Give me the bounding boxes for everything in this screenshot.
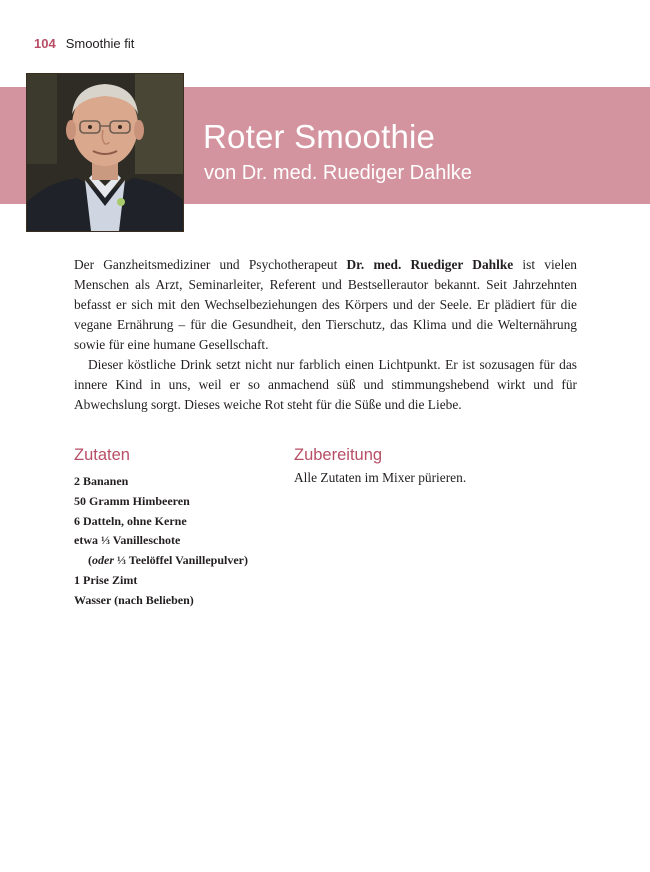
author-name: Dr. med. Ruediger Dahlke <box>346 257 514 272</box>
ingredients-heading: Zutaten <box>74 446 130 464</box>
section-name: Smoothie fit <box>65 36 135 51</box>
intro-paragraph-2: Dieser köstliche Drink setzt nicht nur farblich einen Lichtpunkt. Er ist sozusagen für das innere Kind in uns, weil er so anmachend süß und stimmungshebend wirkt und für Abwechslung sorgt. Dieses weiche Rot steht für die Süße und die Liebe. <box>74 357 577 412</box>
portrait-image <box>27 74 183 231</box>
intro-text <box>74 255 577 415</box>
preparation-text: Alle Zutaten im Mixer pürieren. <box>294 470 467 485</box>
ingredient-item: Wasser (nach Belieben) <box>74 592 194 607</box>
page-number: 104 <box>34 36 56 51</box>
page-subtitle: von Dr. med. Ruediger Dahlke <box>204 162 472 184</box>
intro-p1-after: ist vielen Menschen als Arzt, Seminarleiter, Referent und Bestsellerautor bekannt. Seit Jahrzehnten befasst er sich mit den Wechselbeziehungen des Körpers und der Seele. Er plädiert für die vegane Ernährung – für die Gesundheit, den Tierschutz, das Klima und die Welternährung sowie für eine humane Gesellschaft. <box>74 257 577 352</box>
ingredient-item: 6 Datteln, ohne Kerne <box>74 513 187 528</box>
preparation-heading: Zubereitung <box>294 446 383 464</box>
running-head <box>34 36 134 51</box>
ingredient-item: etwa ⅓ Vanilleschote <box>74 533 181 548</box>
note-open-paren: ( <box>88 553 92 568</box>
ingredient-item: 50 Gramm Himbeeren <box>74 493 190 508</box>
page-title: Roter Smoothie <box>203 118 436 155</box>
note-rest: ⅓ Teelöffel Vanillepulver) <box>114 553 249 568</box>
intro-p1-before: Der Ganzheitsmediziner und Psychotherapeut <box>74 257 347 272</box>
ingredient-item: 1 Prise Zimt <box>74 572 138 587</box>
author-portrait <box>26 73 184 232</box>
note-italic: oder <box>92 553 114 568</box>
intro-paragraph-1 <box>74 255 577 355</box>
ingredients-list <box>74 472 248 611</box>
ingredient-alternative <box>74 551 248 571</box>
ingredient-item: 2 Bananen <box>74 474 129 488</box>
